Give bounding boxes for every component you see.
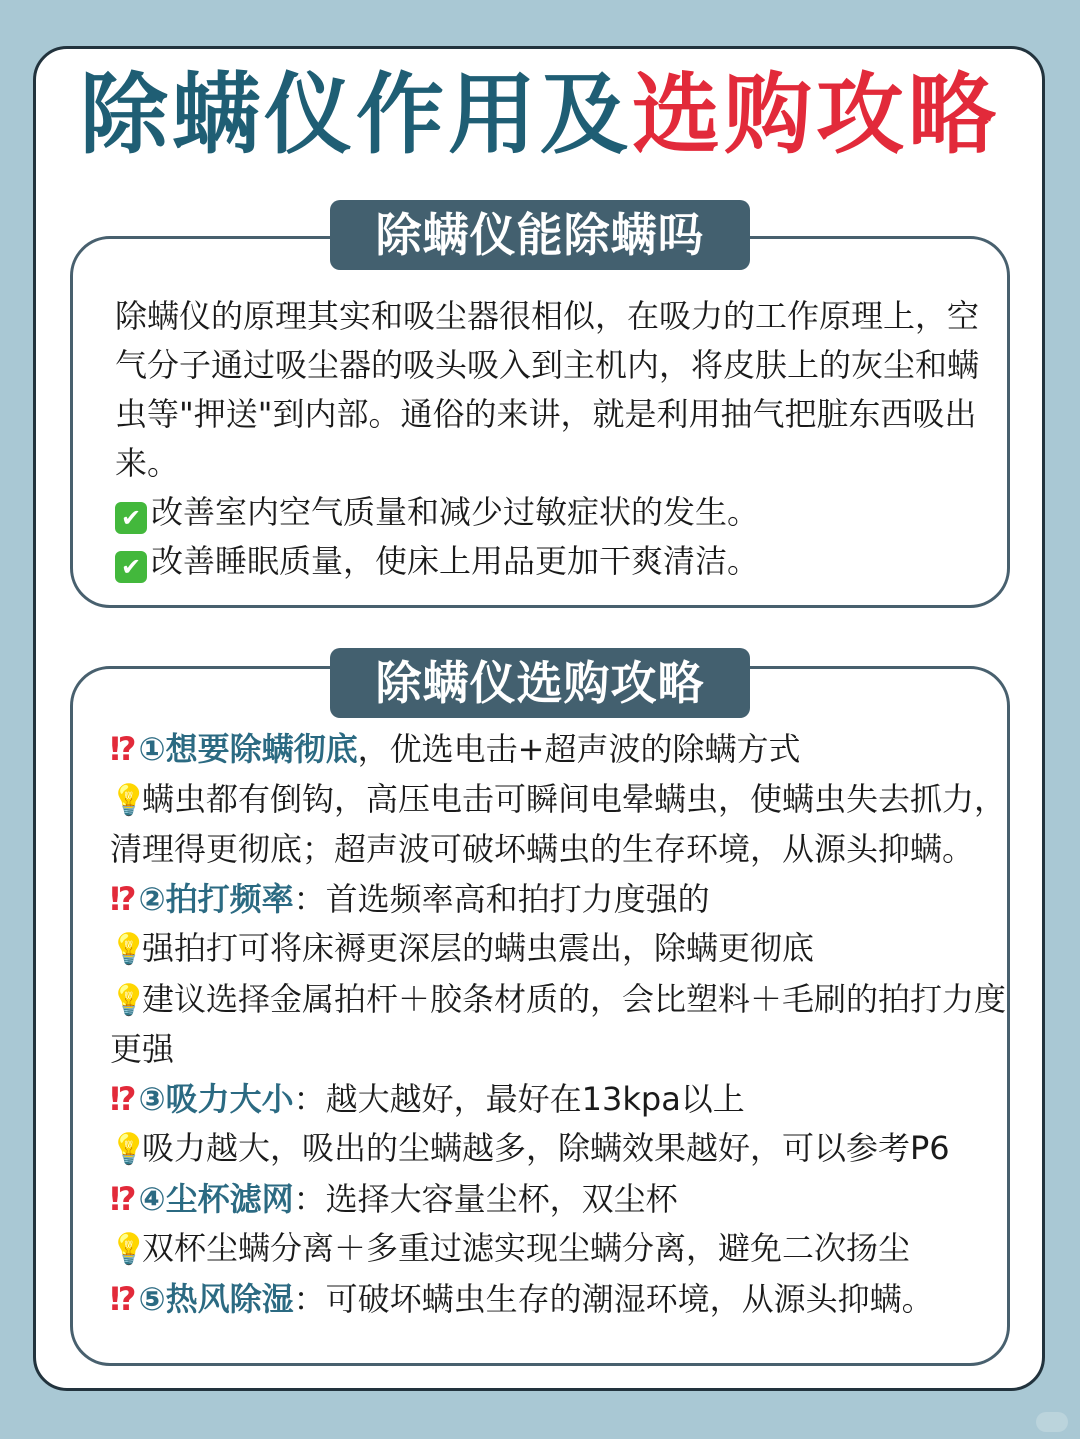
check-text: 改善室内空气质量和减少过敏症状的发生。 (151, 493, 760, 531)
guide-tip (110, 975, 1010, 1075)
exclamation-question-icon: ⁉ (110, 879, 137, 918)
page-title (0, 60, 1080, 170)
guide-item-title: ④尘杯滤网 (138, 1179, 294, 1218)
guide-item-title: ③吸力大小 (138, 1079, 294, 1118)
check-icon: ✔ (115, 551, 147, 583)
guide-item (110, 725, 1010, 775)
section-2-heading: 除螨仪选购攻略 (330, 648, 750, 718)
guide-tip (110, 775, 1010, 875)
check-icon: ✔ (115, 502, 147, 534)
guide-tip (110, 1224, 1010, 1275)
exclamation-question-icon: ⁉ (110, 1179, 137, 1218)
guide-tip (110, 1124, 1010, 1175)
guide-item-desc: ：首选频率高和拍打力度强的 (293, 879, 710, 918)
section-2-body (110, 725, 1010, 1324)
section-1-paragraph: 除螨仪的原理其实和吸尘器很相似，在吸力的工作原理上，空气分子通过吸尘器的吸头吸入到主机内，将皮肤上的灰尘和螨虫等"押送"到内部。通俗的来讲，就是利用抽气把脏东西吸出来。 (115, 297, 980, 482)
guide-item-desc: ：可破坏螨虫生存的潮湿环境，从源头抑螨。 (293, 1279, 934, 1318)
title-part-1: 除螨仪作用及 (79, 63, 632, 166)
exclamation-question-icon: ⁉ (110, 730, 137, 768)
guide-item (110, 1275, 1010, 1325)
guide-tip-text: 建议选择金属拍杆＋胶条材质的，会比塑料＋毛刷的拍打力度更强 (110, 979, 1007, 1068)
title-part-2: 选购攻略 (632, 63, 1001, 166)
light-bulb-icon: 💡 (110, 1132, 148, 1167)
light-bulb-icon: 💡 (110, 932, 148, 967)
check-text: 改善睡眠质量，使床上用品更加干爽清洁。 (151, 542, 760, 580)
guide-item-desc: ，优选电击+超声波的除螨方式 (357, 730, 801, 768)
guide-item (110, 1075, 1010, 1125)
guide-tip-text: 吸力越大，吸出的尘螨越多，除螨效果越好，可以参考P6 (142, 1129, 950, 1167)
section-1-body (115, 292, 985, 586)
guide-item-title: ⑤热风除湿 (138, 1279, 294, 1318)
check-item (115, 537, 985, 586)
guide-item-title: ②拍打频率 (138, 879, 294, 918)
guide-tip-text: 强拍打可将床褥更深层的螨虫震出，除螨更彻底 (142, 929, 815, 967)
guide-tip (110, 924, 1010, 975)
guide-tip-text: 螨虫都有倒钩，高压电击可瞬间电晕螨虫，使螨虫失去抓力，清理得更彻底；超声波可破坏螨虫的生存环境，从源头抑螨。 (110, 779, 1007, 868)
check-item (115, 488, 985, 537)
guide-item (110, 875, 1010, 925)
light-bulb-icon: 💡 (110, 1232, 148, 1267)
exclamation-question-icon: ⁉ (110, 1079, 137, 1118)
guide-item-title: ①想要除螨彻底 (138, 730, 358, 768)
guide-item-desc: ：选择大容量尘杯，双尘杯 (293, 1179, 678, 1218)
light-bulb-icon: 💡 (110, 982, 148, 1018)
section-1-heading: 除螨仪能除螨吗 (330, 200, 750, 270)
light-bulb-icon: 💡 (110, 782, 148, 818)
guide-item (110, 1175, 1010, 1225)
guide-item-desc: ：越大越好，最好在13kpa以上 (293, 1079, 745, 1118)
exclamation-question-icon: ⁉ (110, 1279, 137, 1318)
guide-tip-text: 双杯尘螨分离＋多重过滤实现尘螨分离，避免二次扬尘 (142, 1229, 911, 1267)
watermark (1036, 1412, 1068, 1432)
